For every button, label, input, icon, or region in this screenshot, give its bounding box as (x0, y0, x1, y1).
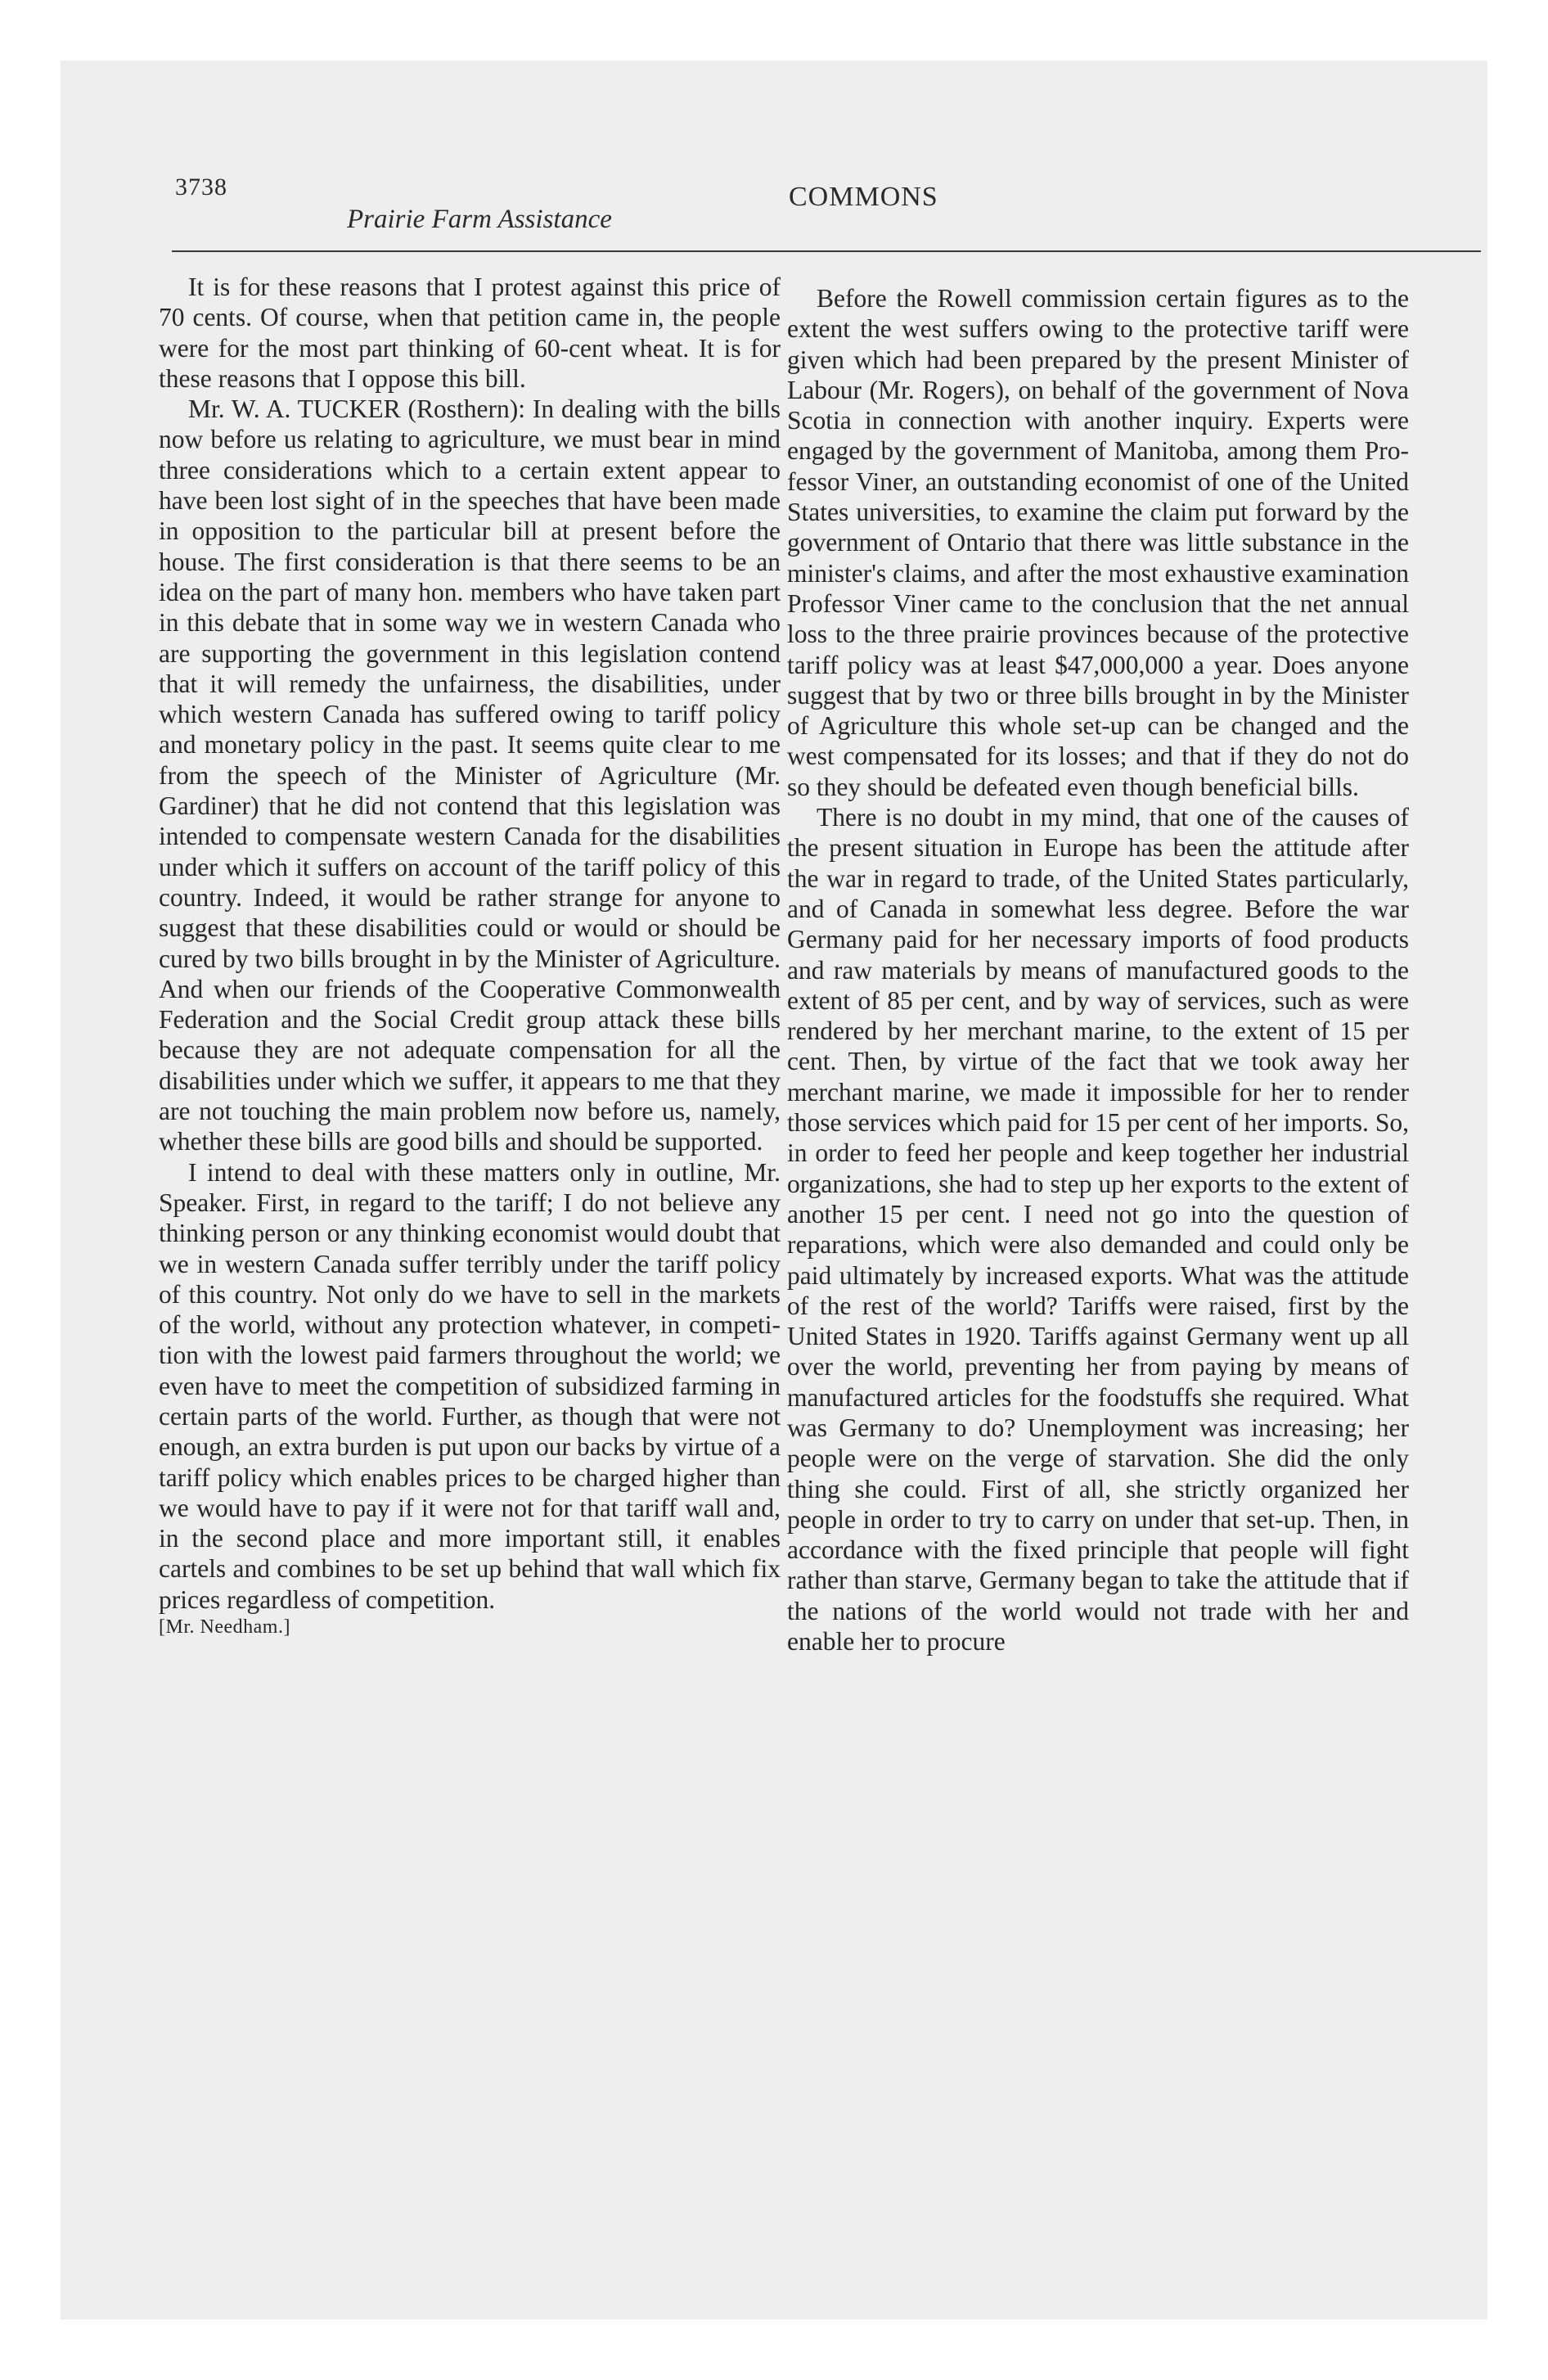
running-title: Prairie Farm Assistance (347, 205, 612, 234)
header-rule (172, 250, 1481, 252)
speaker-name: Mr. W. A. TUCKER (Rosthern): (188, 394, 525, 424)
left-paragraph-2-text: In dealing with the bills now before us relating to agriculture, we must bear in mind three considerations which to a certain extent appear to have been lost sight of in the speeches that have been made in opposition to the particular bill at present before the house. The first consideration is that there seems to be an idea on the part of many hon. members who have taken part in this debate that in some way we in western Canada who are supporting the government in this legislation contend that it will remedy the unfairness, the disabilities, under which western Canada has suffered owing to tariff policy and monetary policy in the past. It seems quite clear to me from the speech of the Minister of Agriculture (Mr. Gardiner) that he did not contend that this legislation was intended to compensate western Canada for the disabilities under which it suffers on account of the tariff policy of this country. Indeed, it would be rather strange for anyone to suggest that these disabilities could or would or should be cured by two bills brought in by the Minister of Agriculture. And when our friends of the Cooperative Commonwealth Federation and the Social Credit group attack these bills because they are not adequate compensation for all the disabilities under which we suffer, it appears to me that they are not touching the main problem now before us, namely, whether these bills are good bills and should be supported. (159, 394, 781, 1156)
left-paragraph-2 (159, 394, 781, 1156)
right-paragraph-1: Before the Rowell commission certain figures as to the extent the west suffers owing to the protective tariff were given which had been prepared by the present Minister of Labour (Mr. Rogers), on behalf of the government of Nova Scotia in connection with another inquiry. Experts were engaged by the government of Manitoba, among them Professor Viner, an outstanding economist of one of the United States universities, to examine the claim put forward by the government of Ontario that there was little substance in the minister's claims, and after the most exhaustive examination Professor Viner came to the conclusion that the net annual loss to the three prairie provinces because of the protective tariff policy was at least $47,000,000 a year. Does anyone suggest that by two or three bills brought in by the Minister of Agriculture this whole set-up can be changed and the west compensated for its losses; and that if they do not do so they should be defeated even though beneficial bills. (787, 284, 1409, 801)
chamber-title: COMMONS (789, 182, 938, 212)
scanned-page (61, 61, 1487, 2319)
page-number: 3738 (175, 174, 227, 201)
speaker-attribution: [Mr. Needham.] (159, 1616, 290, 1639)
right-paragraph-2: There is no doubt in my mind, that one of the causes of the present situation in Europe has been the attitude after the war in regard to trade, of the United States particularly, and of Canada in somewhat less degree. Before the war Germany paid for her necessary imports of food products and raw materials by means of manufactured goods to the extent of 85 per cent, and by way of services, such as were rendered by her merchant marine, to the extent of 15 per cent. Then, by virtue of the fact that we took away her merchant marine, we made it impossible for her to render those services which paid for 15 per cent of her imports. So, in order to feed her people and keep together her industrial organizations, she had to step up her exports to the extent of another 15 per cent. I need not go into the question of reparations, which were also demanded and could only be paid ultimately by increased exports. What was the attitude of the rest of the world? Tariffs were raised, first by the United States in 1920. Tariffs against Germany went up all over the world, preventing her from paying by means of manufactured articles for the foodstuffs she required. What was Germany to do? Unemployment was increasing; her people were on the verge of starvation. She did the only thing she could. First of all, she strictly organized her people in order to try to carry on under that set-up. Then, in accordance with the fixed principle that people will fight rather than starve, Germany began to take the attitude that if the nations of the world would not trade with her and enable her to procure (787, 803, 1409, 1657)
page-header (175, 116, 1484, 239)
left-paragraph-1: It is for these reasons that I protest against this price of 70 cents. Of course, when that petition came in, the people were for the most part thinking of 60-cent wheat. It is for these reasons that I oppose this bill. (159, 273, 781, 393)
left-column (159, 272, 781, 1639)
right-column (787, 283, 1409, 1657)
left-paragraph-3: I intend to deal with these matters only in outline, Mr. Speaker. First, in regard to the tariff; I do not believe any thinking person or any thinking economist would doubt that we in western Canada suffer terribly under the tariff policy of this country. Not only do we have to sell in the markets of the world, without any protection whatever, in competition with the lowest paid farmers throughout the world; we even have to meet the competition of subsidized farming in certain parts of the world. Further, as though that were not enough, an extra burden is put upon our backs by virtue of a tariff policy which enables prices to be charged higher than we would have to pay if it were not for that tariff wall and, in the second place and more important still, it enables cartels and combines to be set up behind that wall which fix prices regardless of competition. (159, 1157, 781, 1614)
